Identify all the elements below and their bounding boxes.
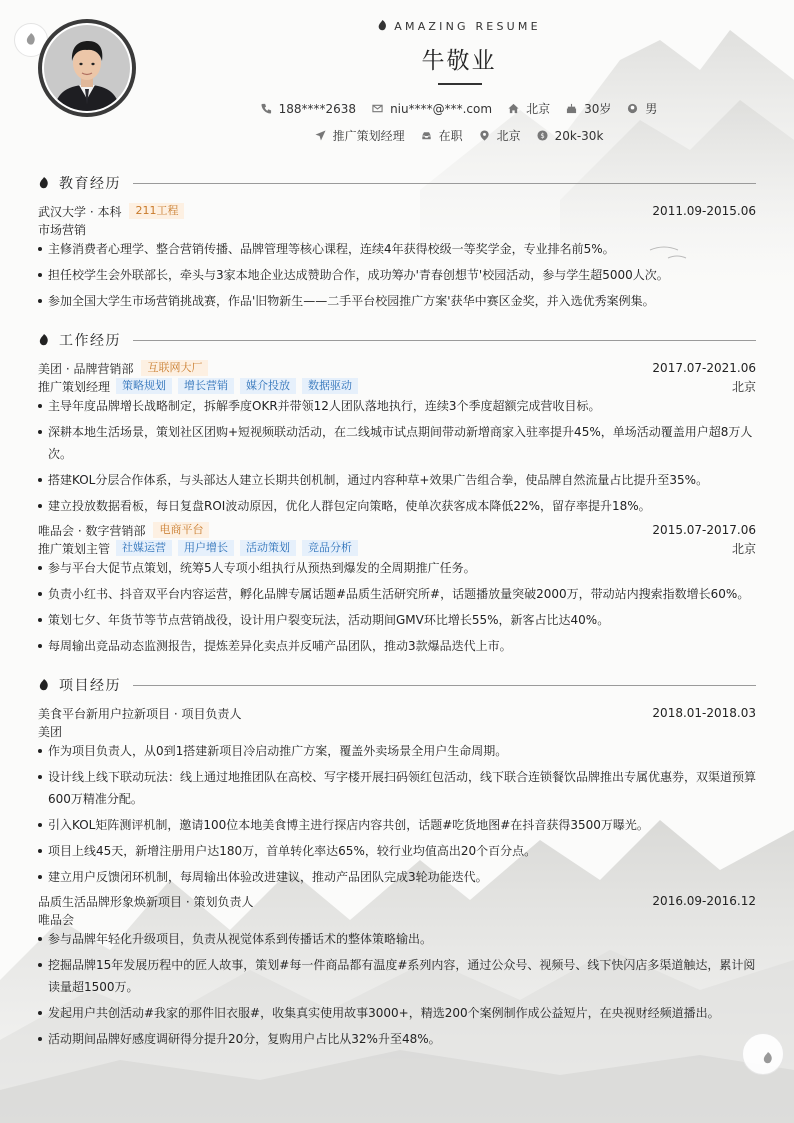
job-position-row xyxy=(38,539,756,557)
salary-item xyxy=(537,127,604,144)
residence-item xyxy=(508,100,550,117)
gender-icon xyxy=(627,103,638,114)
gender-text: 男 xyxy=(645,102,658,116)
target-city-text: 北京 xyxy=(496,129,521,143)
list-item: 作为项目负责人，从0到1搭建新项目冷启动推广方案，覆盖外卖场景全用户生命周期。 xyxy=(38,740,756,762)
list-item: 项目上线45天，新增注册用户达180万，首单转化率达65%，较行业均值高出20个百分点。 xyxy=(38,840,756,862)
project-org-row xyxy=(38,722,756,740)
list-item: 担任校学生会外联部长，牵头与3家本地企业达成赞助合作，成功筹办'青春创想节'校园活动，参与学生超5000人次。 xyxy=(38,264,756,286)
skill-tag: 策略规划 xyxy=(116,378,172,394)
list-item: 参与品牌年轻化升级项目，负责从视觉体系到传播话术的整体策略输出。 xyxy=(38,928,756,950)
skill-tag: 竞品分析 xyxy=(302,540,358,556)
location-icon xyxy=(479,130,490,141)
company-name: 唯品会 · 数字营销部 xyxy=(38,523,146,538)
list-item: 策划七夕、年货节等节点营销战役，设计用户裂变玩法，活动期间GMV环比增长55%，新客占比达40%。 xyxy=(38,609,756,631)
gender-item xyxy=(627,100,657,117)
target-position-item xyxy=(315,127,405,144)
decorative-badge xyxy=(742,1033,784,1075)
skill-tag: 数据驱动 xyxy=(302,378,358,394)
salary-icon xyxy=(537,130,548,141)
project-name: 品质生活品牌形象焕新项目 · 策划负责人 xyxy=(38,894,254,909)
resume-tagline xyxy=(0,20,794,33)
job-city: 北京 xyxy=(731,379,756,394)
list-item: 挖掘品牌15年发展历程中的匠人故事，策划#每一件商品都有温度#系列内容，通过公众号、视频号、线下快闪店多渠道触达，累计阅读量超1500万。 xyxy=(38,954,756,998)
list-item: 建立用户反馈闭环机制，每周输出体验改进建议，推动产品团队完成3轮功能迭代。 xyxy=(38,866,756,888)
project-name-row xyxy=(38,892,756,910)
send-icon xyxy=(315,130,326,141)
education-section-title xyxy=(38,174,756,192)
status-text: 在职 xyxy=(438,129,463,143)
job-position: 推广策划经理 xyxy=(38,379,111,394)
job-period: 2015.07-2017.06 xyxy=(652,523,756,537)
school-name: 武汉大学 · 本科 xyxy=(38,204,122,219)
education-period: 2011.09-2015.06 xyxy=(652,204,756,218)
job-intent-row xyxy=(0,127,794,144)
inbox-icon xyxy=(421,130,432,141)
company-name: 美团 · 品牌营销部 xyxy=(38,361,134,376)
education-school-row xyxy=(38,202,756,220)
list-item: 主修消费者心理学、整合营销传播、品牌管理等核心课程，连续4年获得校级一等奖学金，专业排名前5%。 xyxy=(38,238,756,260)
school-tag: 211工程 xyxy=(129,203,184,219)
skill-tag: 用户增长 xyxy=(178,540,234,556)
svg-text:$: $ xyxy=(539,132,545,141)
major-name: 市场营销 xyxy=(38,222,87,237)
ink-drop-icon xyxy=(38,334,50,346)
tagline-text: AMAZING RESUME xyxy=(394,20,541,33)
candidate-name: 牛敬业 xyxy=(421,48,497,74)
skill-tag: 媒介投放 xyxy=(240,378,296,394)
job-period: 2017.07-2021.06 xyxy=(652,361,756,375)
job-company-row xyxy=(38,521,756,539)
project-period: 2018.01-2018.03 xyxy=(652,706,756,720)
phone-icon xyxy=(261,103,272,114)
name-divider xyxy=(438,83,482,85)
section-divider xyxy=(133,685,756,686)
salary-text: 20k-30k xyxy=(554,128,604,143)
list-item: 每周输出竞品动态监测报告，提炼差异化卖点并反哺产品团队，推动3款爆品迭代上市。 xyxy=(38,635,756,657)
home-icon xyxy=(508,103,519,114)
ink-drop-icon xyxy=(762,1052,774,1064)
list-item: 引入KOL矩阵测评机制，邀请100位本地美食博主进行探店内容共创，话题#吃货地图#在抖音获得3500万曝光。 xyxy=(38,814,756,836)
section-divider xyxy=(133,183,756,184)
project-org-row xyxy=(38,910,756,928)
ink-drop-icon xyxy=(38,177,50,189)
list-item: 发起用户共创活动#我家的那件旧衣服#，收集真实使用故事3000+，精选200个案例制作成公益短片，在央视财经频道播出。 xyxy=(38,1002,756,1024)
projects-section-title xyxy=(38,676,756,694)
mail-icon xyxy=(372,103,383,114)
age-text: 30岁 xyxy=(584,102,612,116)
list-item: 参加全国大学生市场营销挑战赛，作品'旧物新生——二手平台校园推广方案'获华中赛区金奖，并入选优秀案例集。 xyxy=(38,290,756,312)
skill-tag: 社媒运营 xyxy=(116,540,172,556)
email-text: niu****@***.com xyxy=(390,101,493,116)
job-company-row xyxy=(38,359,756,377)
job-city: 北京 xyxy=(731,541,756,556)
section-divider xyxy=(133,340,756,341)
project-period: 2016.09-2016.12 xyxy=(652,894,756,908)
email-item xyxy=(372,100,492,117)
list-item: 搭建KOL分层合作体系，与头部达人建立长期共创机制，通过内容种草+效果广告组合拳，使品牌自然流量占比提升至35%。 xyxy=(38,469,756,491)
ink-drop-icon xyxy=(377,20,388,31)
skill-tag: 活动策划 xyxy=(240,540,296,556)
work-section-title xyxy=(38,331,756,349)
list-item: 主导年度品牌增长战略制定，拆解季度OKR并带领12人团队落地执行，连续3个季度超额完成营收目标。 xyxy=(38,395,756,417)
status-item xyxy=(421,127,463,144)
list-item: 建立投放数据看板，每日复盘ROI波动原因，优化人群包定向策略，使单次获客成本降低22%，留存率提升18%。 xyxy=(38,495,756,517)
section-title-text: 项目经历 xyxy=(59,678,121,694)
target-position-text: 推广策划经理 xyxy=(332,129,405,143)
project-org: 唯品会 xyxy=(38,912,75,927)
project-org: 美团 xyxy=(38,724,63,739)
ink-drop-icon xyxy=(38,679,50,691)
job-position-row xyxy=(38,377,756,395)
cake-icon xyxy=(566,103,577,114)
company-tag: 电商平台 xyxy=(153,522,209,538)
list-item: 参与平台大促节点策划，统筹5人专项小组执行从预热到爆发的全周期推广任务。 xyxy=(38,557,756,579)
project-name-row xyxy=(38,704,756,722)
list-item: 设计线上线下联动玩法：线上通过地推团队在高校、写字楼开展扫码领红包活动，线下联合连锁餐饮品牌推出专属优惠券，双渠道预算600万精准分配。 xyxy=(38,766,756,810)
contact-info-row xyxy=(0,100,794,117)
phone-item xyxy=(261,100,356,117)
section-title-text: 教育经历 xyxy=(59,176,121,192)
target-city-item xyxy=(479,127,521,144)
job-position: 推广策划主管 xyxy=(38,541,111,556)
section-title-text: 工作经历 xyxy=(59,333,121,349)
residence-text: 北京 xyxy=(526,102,551,116)
company-tag: 互联网大厂 xyxy=(141,360,208,376)
list-item: 活动期间品牌好感度调研得分提升20分，复购用户占比从32%升至48%。 xyxy=(38,1028,756,1050)
skill-tag: 增长营销 xyxy=(178,378,234,394)
education-major-row xyxy=(38,220,756,238)
age-item xyxy=(566,100,611,117)
list-item: 深耕本地生活场景，策划社区团购+短视频联动活动，在二线城市试点期间带动新增商家入驻率提升45%，单场活动覆盖用户超8万人次。 xyxy=(38,421,756,465)
project-name: 美食平台新用户拉新项目 · 项目负责人 xyxy=(38,706,242,721)
list-item: 负责小红书、抖音双平台内容运营，孵化品牌专属话题#品质生活研究所#，话题播放量突破2000万，带动站内搜索指数增长60%。 xyxy=(38,583,756,605)
phone-text: 188****2638 xyxy=(278,101,357,116)
